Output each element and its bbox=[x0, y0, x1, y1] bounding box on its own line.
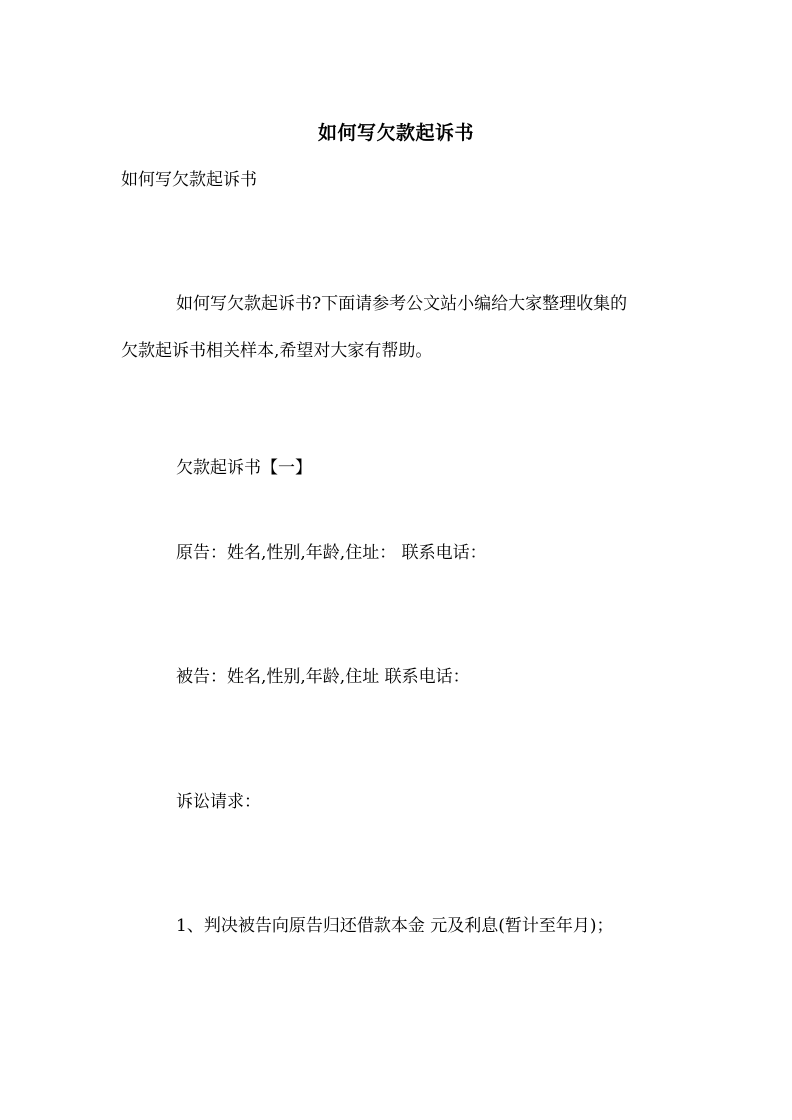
intro-paragraph-line-2: 欠款起诉书相关样本,希望对大家有帮助。 bbox=[121, 341, 433, 361]
defendant-line: 被告：姓名,性别,年龄,住址 联系电话： bbox=[176, 667, 470, 687]
plaintiff-line: 原告：姓名,性别,年龄,住址： 联系电话： bbox=[176, 543, 487, 563]
claims-heading: 诉讼请求： bbox=[176, 792, 261, 812]
claim-item-1: 1、判决被告向原告归还借款本金 元及利息(暂计至年月)； bbox=[176, 916, 614, 936]
section-heading: 欠款起诉书【一】 bbox=[176, 458, 312, 478]
page-title: 如何写欠款起诉书 bbox=[317, 122, 474, 144]
intro-paragraph-line-1: 如何写欠款起诉书?下面请参考公文站小编给大家整理收集的 bbox=[176, 294, 628, 314]
document-subtitle: 如何写欠款起诉书 bbox=[121, 170, 257, 190]
